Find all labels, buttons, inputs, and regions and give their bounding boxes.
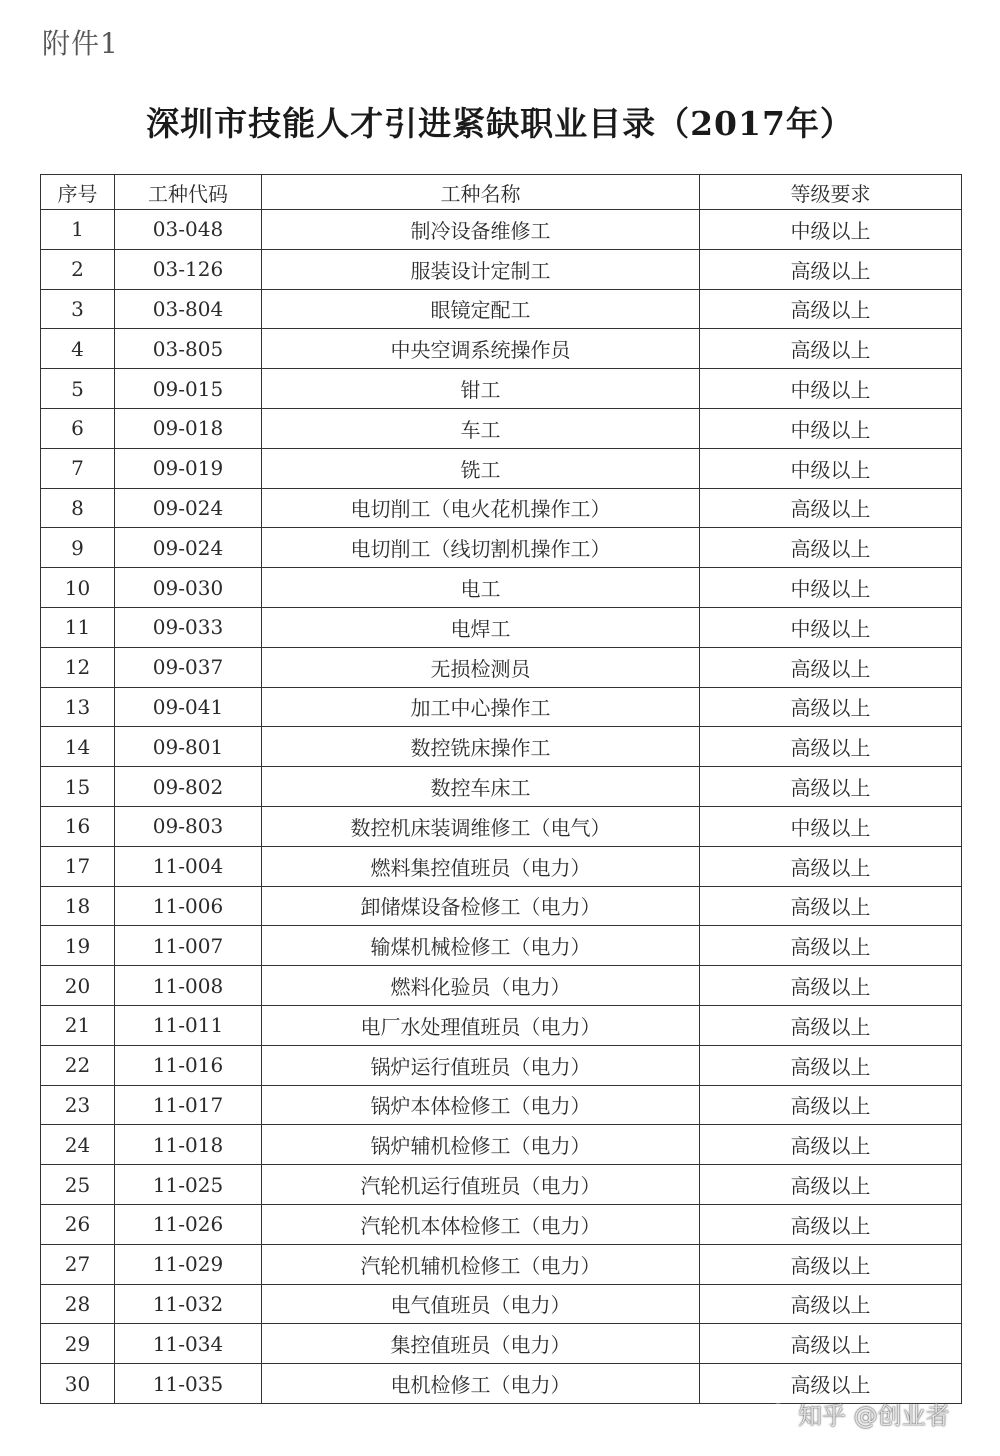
row-name: 数控车床工 xyxy=(262,767,700,807)
row-code: 11-034 xyxy=(115,1324,262,1364)
row-name: 汽轮机运行值班员（电力） xyxy=(262,1165,700,1205)
row-index: 2 xyxy=(41,249,115,289)
header-level: 等级要求 xyxy=(700,175,962,210)
row-code: 11-011 xyxy=(115,1005,262,1045)
row-name: 输煤机械检修工（电力） xyxy=(262,926,700,966)
row-code: 11-017 xyxy=(115,1085,262,1125)
row-level: 中级以上 xyxy=(700,607,962,647)
row-name: 电焊工 xyxy=(262,607,700,647)
row-code: 11-007 xyxy=(115,926,262,966)
row-name: 电厂水处理值班员（电力） xyxy=(262,1005,700,1045)
row-code: 11-006 xyxy=(115,886,262,926)
table-row xyxy=(41,727,962,767)
row-name: 数控机床装调维修工（电气） xyxy=(262,806,700,846)
table-row xyxy=(41,926,962,966)
watermark-text: 知乎 @创业者 xyxy=(798,1402,950,1430)
row-name: 电切削工（电火花机操作工） xyxy=(262,488,700,528)
table-row xyxy=(41,1085,962,1125)
row-index: 20 xyxy=(41,966,115,1006)
row-code: 09-802 xyxy=(115,767,262,807)
row-code: 11-035 xyxy=(115,1364,262,1404)
table-row xyxy=(41,488,962,528)
row-code: 09-037 xyxy=(115,647,262,687)
table-header-row xyxy=(41,175,962,210)
watermark xyxy=(768,1396,950,1431)
row-level: 高级以上 xyxy=(700,528,962,568)
row-name: 铣工 xyxy=(262,448,700,488)
row-index: 30 xyxy=(41,1364,115,1404)
row-code: 03-805 xyxy=(115,329,262,369)
row-code: 11-016 xyxy=(115,1045,262,1085)
row-index: 21 xyxy=(41,1005,115,1045)
table-row xyxy=(41,289,962,329)
row-index: 28 xyxy=(41,1284,115,1324)
row-index: 4 xyxy=(41,329,115,369)
table-row xyxy=(41,647,962,687)
row-code: 11-029 xyxy=(115,1244,262,1284)
row-index: 8 xyxy=(41,488,115,528)
table-row xyxy=(41,1165,962,1205)
row-level: 高级以上 xyxy=(700,488,962,528)
row-level: 高级以上 xyxy=(700,687,962,727)
table-row xyxy=(41,1125,962,1165)
row-index: 24 xyxy=(41,1125,115,1165)
row-code: 11-025 xyxy=(115,1165,262,1205)
row-code: 09-030 xyxy=(115,568,262,608)
table-body xyxy=(41,210,962,1404)
row-code: 11-018 xyxy=(115,1125,262,1165)
row-index: 22 xyxy=(41,1045,115,1085)
row-name: 电气值班员（电力） xyxy=(262,1284,700,1324)
row-level: 中级以上 xyxy=(700,408,962,448)
table-row xyxy=(41,1045,962,1085)
table-row xyxy=(41,568,962,608)
row-code: 11-032 xyxy=(115,1284,262,1324)
row-index: 7 xyxy=(41,448,115,488)
row-index: 13 xyxy=(41,687,115,727)
header-code: 工种代码 xyxy=(115,175,262,210)
row-name: 服装设计定制工 xyxy=(262,249,700,289)
row-code: 09-041 xyxy=(115,687,262,727)
row-index: 25 xyxy=(41,1165,115,1205)
row-level: 高级以上 xyxy=(700,886,962,926)
row-name: 汽轮机辅机检修工（电力） xyxy=(262,1244,700,1284)
row-index: 16 xyxy=(41,806,115,846)
row-level: 高级以上 xyxy=(700,1045,962,1085)
table-row xyxy=(41,1284,962,1324)
row-level: 中级以上 xyxy=(700,568,962,608)
row-level: 高级以上 xyxy=(700,647,962,687)
attachment-label: 附件1 xyxy=(42,27,119,60)
row-code: 09-024 xyxy=(115,488,262,528)
row-level: 高级以上 xyxy=(700,1364,962,1404)
row-name: 燃料集控值班员（电力） xyxy=(262,846,700,886)
row-level: 高级以上 xyxy=(700,1085,962,1125)
row-name: 眼镜定配工 xyxy=(262,289,700,329)
row-code: 11-026 xyxy=(115,1204,262,1244)
table-row xyxy=(41,210,962,250)
row-name: 燃料化验员（电力） xyxy=(262,966,700,1006)
row-index: 1 xyxy=(41,210,115,250)
row-index: 17 xyxy=(41,846,115,886)
row-level: 中级以上 xyxy=(700,806,962,846)
table-row xyxy=(41,369,962,409)
row-code: 09-024 xyxy=(115,528,262,568)
row-level: 高级以上 xyxy=(700,926,962,966)
row-name: 数控铣床操作工 xyxy=(262,727,700,767)
row-code: 03-048 xyxy=(115,210,262,250)
row-level: 高级以上 xyxy=(700,289,962,329)
row-index: 15 xyxy=(41,767,115,807)
table-row xyxy=(41,1244,962,1284)
header-index: 序号 xyxy=(41,175,115,210)
row-level: 高级以上 xyxy=(700,966,962,1006)
row-level: 高级以上 xyxy=(700,846,962,886)
row-index: 10 xyxy=(41,568,115,608)
row-name: 钳工 xyxy=(262,369,700,409)
table-row xyxy=(41,886,962,926)
table-row xyxy=(41,249,962,289)
row-level: 高级以上 xyxy=(700,1125,962,1165)
row-level: 高级以上 xyxy=(700,767,962,807)
table-row xyxy=(41,1005,962,1045)
row-index: 29 xyxy=(41,1324,115,1364)
row-code: 09-018 xyxy=(115,408,262,448)
occupation-table xyxy=(40,174,962,1404)
row-index: 14 xyxy=(41,727,115,767)
row-level: 高级以上 xyxy=(700,329,962,369)
row-name: 锅炉本体检修工（电力） xyxy=(262,1085,700,1125)
table-row xyxy=(41,966,962,1006)
row-index: 9 xyxy=(41,528,115,568)
row-name: 卸储煤设备检修工（电力） xyxy=(262,886,700,926)
row-code: 09-015 xyxy=(115,369,262,409)
row-level: 高级以上 xyxy=(700,1244,962,1284)
row-index: 5 xyxy=(41,369,115,409)
document-title: 深圳市技能人才引进紧缺职业目录（2017年） xyxy=(146,104,854,143)
row-index: 12 xyxy=(41,647,115,687)
wechat-icon xyxy=(768,1403,794,1425)
table-row xyxy=(41,528,962,568)
row-index: 6 xyxy=(41,408,115,448)
row-level: 高级以上 xyxy=(700,1005,962,1045)
header-name: 工种名称 xyxy=(262,175,700,210)
row-level: 高级以上 xyxy=(700,249,962,289)
row-name: 锅炉辅机检修工（电力） xyxy=(262,1125,700,1165)
table-row xyxy=(41,806,962,846)
row-code: 11-008 xyxy=(115,966,262,1006)
table-row xyxy=(41,1204,962,1244)
row-name: 中央空调系统操作员 xyxy=(262,329,700,369)
table-row xyxy=(41,329,962,369)
row-name: 无损检测员 xyxy=(262,647,700,687)
table-row xyxy=(41,846,962,886)
row-level: 高级以上 xyxy=(700,1165,962,1205)
table-row xyxy=(41,687,962,727)
row-code: 09-033 xyxy=(115,607,262,647)
row-level: 中级以上 xyxy=(700,448,962,488)
table-row xyxy=(41,767,962,807)
row-index: 27 xyxy=(41,1244,115,1284)
table-row xyxy=(41,448,962,488)
row-code: 09-803 xyxy=(115,806,262,846)
row-index: 19 xyxy=(41,926,115,966)
row-index: 11 xyxy=(41,607,115,647)
row-name: 电切削工（线切割机操作工） xyxy=(262,528,700,568)
row-code: 09-801 xyxy=(115,727,262,767)
row-name: 加工中心操作工 xyxy=(262,687,700,727)
row-name: 锅炉运行值班员（电力） xyxy=(262,1045,700,1085)
row-code: 03-126 xyxy=(115,249,262,289)
row-name: 电工 xyxy=(262,568,700,608)
row-index: 26 xyxy=(41,1204,115,1244)
table-row xyxy=(41,1324,962,1364)
row-index: 18 xyxy=(41,886,115,926)
row-name: 车工 xyxy=(262,408,700,448)
row-index: 3 xyxy=(41,289,115,329)
row-code: 09-019 xyxy=(115,448,262,488)
row-name: 集控值班员（电力） xyxy=(262,1324,700,1364)
row-level: 高级以上 xyxy=(700,1324,962,1364)
table-row xyxy=(41,607,962,647)
row-level: 中级以上 xyxy=(700,210,962,250)
table-row xyxy=(41,408,962,448)
row-level: 中级以上 xyxy=(700,369,962,409)
row-name: 电机检修工（电力） xyxy=(262,1364,700,1404)
row-name: 制冷设备维修工 xyxy=(262,210,700,250)
row-index: 23 xyxy=(41,1085,115,1125)
row-code: 03-804 xyxy=(115,289,262,329)
row-name: 汽轮机本体检修工（电力） xyxy=(262,1204,700,1244)
row-code: 11-004 xyxy=(115,846,262,886)
row-level: 高级以上 xyxy=(700,1284,962,1324)
row-level: 高级以上 xyxy=(700,1204,962,1244)
row-level: 高级以上 xyxy=(700,727,962,767)
